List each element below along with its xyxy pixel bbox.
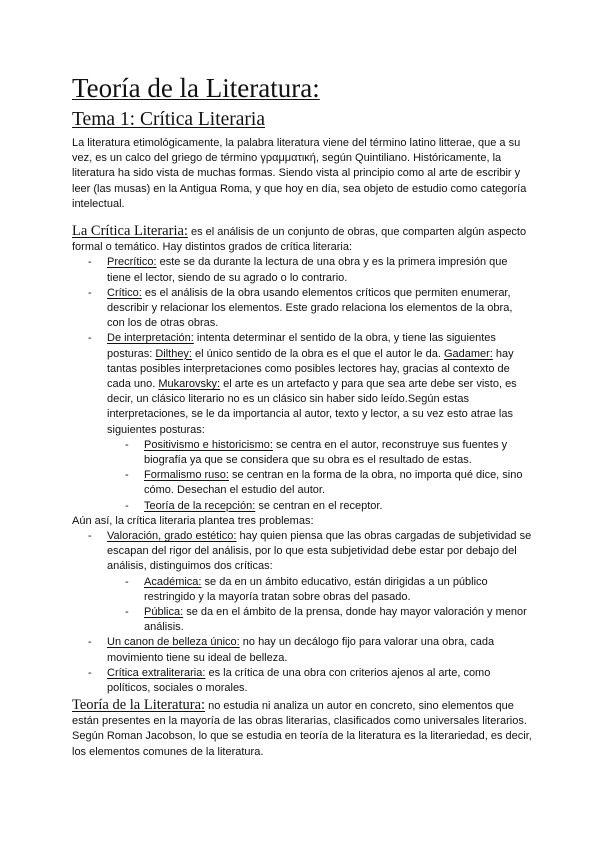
problems-lead: Aún así, la crítica literaria plantea tres problemas: — [72, 514, 314, 527]
critica-lead-text: es el análisis de un conjunto de obras, que comparten algún aspecto formal o temático. Hay distintos grados de crítica literaria: — [72, 226, 527, 254]
list-item-recepcion — [125, 499, 532, 514]
teoria-heading: Teoría de la Literatura: — [72, 697, 206, 713]
bullet-dash: - — [88, 530, 92, 543]
teoria-text: no estudia ni analiza un autor en concreto, sino elementos que están presentes en la mayoría de las obras literarias, clasificados como universales literarios. Según Roman Jacobson, lo que se estudia en teoría de la literatura es la literariedad, es decir, los elementos comunes de la literatura. — [72, 700, 532, 758]
text-valoracion: hay quien piensa que las obras cargadas de subjetividad se escapan del rigor del análisis, por lo que esta subjetividad debe estar por debajo del análisis, distinguimos dos críticas: — [107, 530, 532, 573]
term-canon: Un canon de belleza único: — [107, 636, 240, 649]
text-canon: no hay un decálogo fijo para valorar una obra, cada movimiento tiene su ideal de belleza. — [107, 636, 495, 664]
list-item-critico — [88, 286, 532, 332]
term-recepcion: Teoría de la recepción: — [144, 499, 256, 512]
bullet-dash: - — [125, 499, 129, 512]
term-interpretacion: De interpretación: — [107, 332, 194, 345]
bullet-dash: - — [88, 332, 92, 345]
term-gadamer: Gadamer: — [443, 347, 493, 360]
critica-lead-paragraph — [72, 224, 532, 255]
text-extraliteraria: es la crítica de una obra con criterios ajenos al arte, como políticos, sociales o morales. — [107, 666, 491, 695]
term-publica: Pública: — [144, 606, 184, 619]
text-formalismo: se centran en la forma de la obra, no importa qué dice, sino cómo. Desechan el estudio del autor. — [144, 469, 523, 497]
bullet-dash: - — [88, 666, 92, 679]
term-mukarovsky: Mukarovsky: — [158, 378, 221, 391]
text-academica: se da en un ámbito educativo, están dirigidas a un público restringido y la mayoría tratan sobre obras del pasado. — [144, 575, 488, 603]
bullet-dash: - — [125, 575, 129, 588]
problemas-list-a — [72, 529, 532, 575]
teoria-paragraph — [72, 698, 532, 760]
term-positivismo: Positivismo e historicismo: — [144, 438, 273, 451]
term-critico: Crítico: — [107, 286, 142, 299]
bullet-dash: - — [125, 469, 129, 482]
critica-heading: La Crítica Literaria: — [72, 223, 188, 239]
bullet-dash: - — [125, 438, 129, 451]
criticas-list — [72, 575, 532, 636]
text-interpretacion-3: hay tantas posibles interpretaciones como posibles lectores hay, gracias al contexto de cada uno. — [107, 347, 514, 391]
term-academica: Académica: — [144, 575, 202, 588]
term-dilthey: Dilthey: — [155, 347, 192, 360]
list-item-formalismo — [125, 468, 532, 498]
text-interpretacion-1: intenta determinar el sentido de la obra, y tiene las siguientes posturas: — [107, 332, 496, 360]
list-item-precritico — [88, 255, 532, 285]
text-precritico: este se da durante la lectura de una obra y es la primera impresión que tiene el lector, siendo de su agrado o lo contrario. — [107, 256, 508, 284]
page-subtitle: Tema 1: Crítica Literaria — [72, 109, 266, 130]
posturas-list — [72, 438, 532, 514]
text-interpretacion-4: el arte es un artefacto y para que sea arte debe ser visto, es decir, un clásico literario no es un clásico sin haber sido leído.Según estas interpretaciones, se le da importancia al autor, texto y lector, a su vez esto atrae las siguientes posturas: — [107, 378, 517, 436]
list-item-valoracion — [88, 529, 532, 575]
term-extraliteraria: Crítica extraliteraria: — [107, 666, 206, 679]
critica-section — [72, 224, 532, 696]
term-precritico: Precrítico: — [107, 256, 157, 269]
term-formalismo: Formalismo ruso: — [144, 469, 229, 482]
list-item-interpretacion — [88, 331, 532, 437]
text-publica: se da en el ámbito de la prensa, donde hay mayor valoración y menor análisis. — [144, 606, 527, 634]
list-item-canon — [88, 635, 532, 665]
term-valoracion: Valoración, grado estético: — [107, 530, 237, 543]
problemas-list-b — [72, 635, 532, 696]
list-item-extraliteraria — [88, 666, 532, 696]
list-item-academica — [125, 575, 532, 605]
list-item-positivismo — [125, 438, 532, 468]
page-title: Teoría de la Literatura: — [72, 73, 320, 103]
grados-list — [72, 255, 532, 437]
bullet-dash: - — [88, 636, 92, 649]
list-item-publica — [125, 605, 532, 635]
text-positivismo: se centra en el autor, reconstruye sus fuentes y biografía ya que se considera que su obra es el resultado de estas. — [144, 438, 508, 467]
text-recepcion: se centran en el receptor. — [255, 499, 383, 512]
text-critico: es el análisis de la obra usando elementos críticos que permiten enumerar, describir y relacionar los elementos. Este grado relaciona los elementos de la obra, con los de otras obras. — [107, 286, 513, 330]
bullet-dash: - — [88, 256, 92, 269]
intro-paragraph: La literatura etimológicamente, la palabra literatura viene del término latino litterae, que a su vez, es un calco del griego de término γραμματική, según Quintiliano. Históricamente, la literatura ha sido vista de muchas formas. Siendo vista al principio como al arte de escribir y leer (las musas) en la Antigua Roma, y que hoy en día, sea objeto de estudio como categoría intelectual. — [72, 137, 527, 210]
bullet-dash: - — [88, 286, 92, 299]
text-interpretacion-2: el único sentido de la obra es el que el autor le da. — [192, 347, 444, 360]
bullet-dash: - — [125, 606, 129, 619]
